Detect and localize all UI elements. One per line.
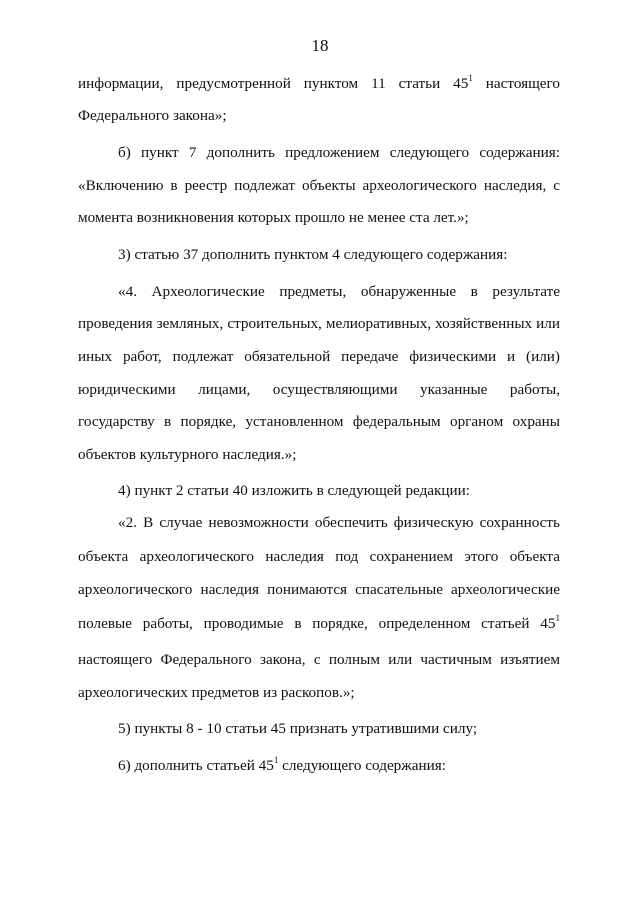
page-number: 18 (311, 36, 329, 55)
text-line: иных работ, подлежат обязательной передаче физическими и (или) (78, 348, 560, 365)
text-line-tail: следующего содержания: (278, 757, 446, 774)
superscript: 1 (468, 73, 473, 83)
text-line: настоящего Федерального закона, с полным или частичным изъятием (78, 651, 560, 668)
superscript: 1 (273, 755, 279, 765)
text-line: «4. Археологические предметы, обнаруженные в результате (118, 283, 560, 300)
text-line: «2. В случае невозможности обеспечить физическую сохранность (118, 514, 560, 531)
text-line: Федерального закона»; (78, 107, 227, 124)
text-line: проведения земляных, строительных, мелиоративных, хозяйственных или (78, 315, 560, 332)
text-line: объектов культурного наследия.»; (78, 446, 297, 463)
text-line (78, 614, 560, 634)
text-line (78, 74, 560, 94)
text-line-main: полевые работы, проводимые в порядке, определенном статьей 45 (78, 615, 556, 632)
text-line-main: 6) дополнить статьей 45 (118, 757, 274, 774)
superscript: 1 (555, 613, 560, 623)
text-line: б) пункт 7 дополнить предложением следующего содержания: (118, 144, 560, 161)
text-line: объекта археологического наследия под сохранением этого объекта (78, 548, 560, 565)
text-line: археологического наследия понимаются спасательные археологические (78, 581, 560, 598)
text-line-main: информации, предусмотренной пунктом 11 статьи 45 (78, 75, 469, 92)
text-line (118, 756, 560, 776)
text-line: момента возникновения которых прошло не менее ста лет.»; (78, 209, 469, 226)
text-line: 4) пункт 2 статьи 40 изложить в следующей редакции: (118, 482, 471, 499)
text-line: 5) пункты 8 - 10 статьи 45 признать утратившими силу; (118, 720, 478, 737)
text-line: археологических предметов из раскопов.»; (78, 684, 355, 701)
text-line-tail: настоящего (472, 75, 560, 92)
text-line: «Включению в реестр подлежат объекты археологического наследия, с (78, 177, 560, 194)
text-line: юридическими лицами, осуществляющими указанные работы, (78, 381, 560, 398)
text-line: государству в порядке, установленном федеральным органом охраны (78, 413, 560, 430)
text-line: 3) статью 37 дополнить пунктом 4 следующего содержания: (118, 246, 508, 263)
